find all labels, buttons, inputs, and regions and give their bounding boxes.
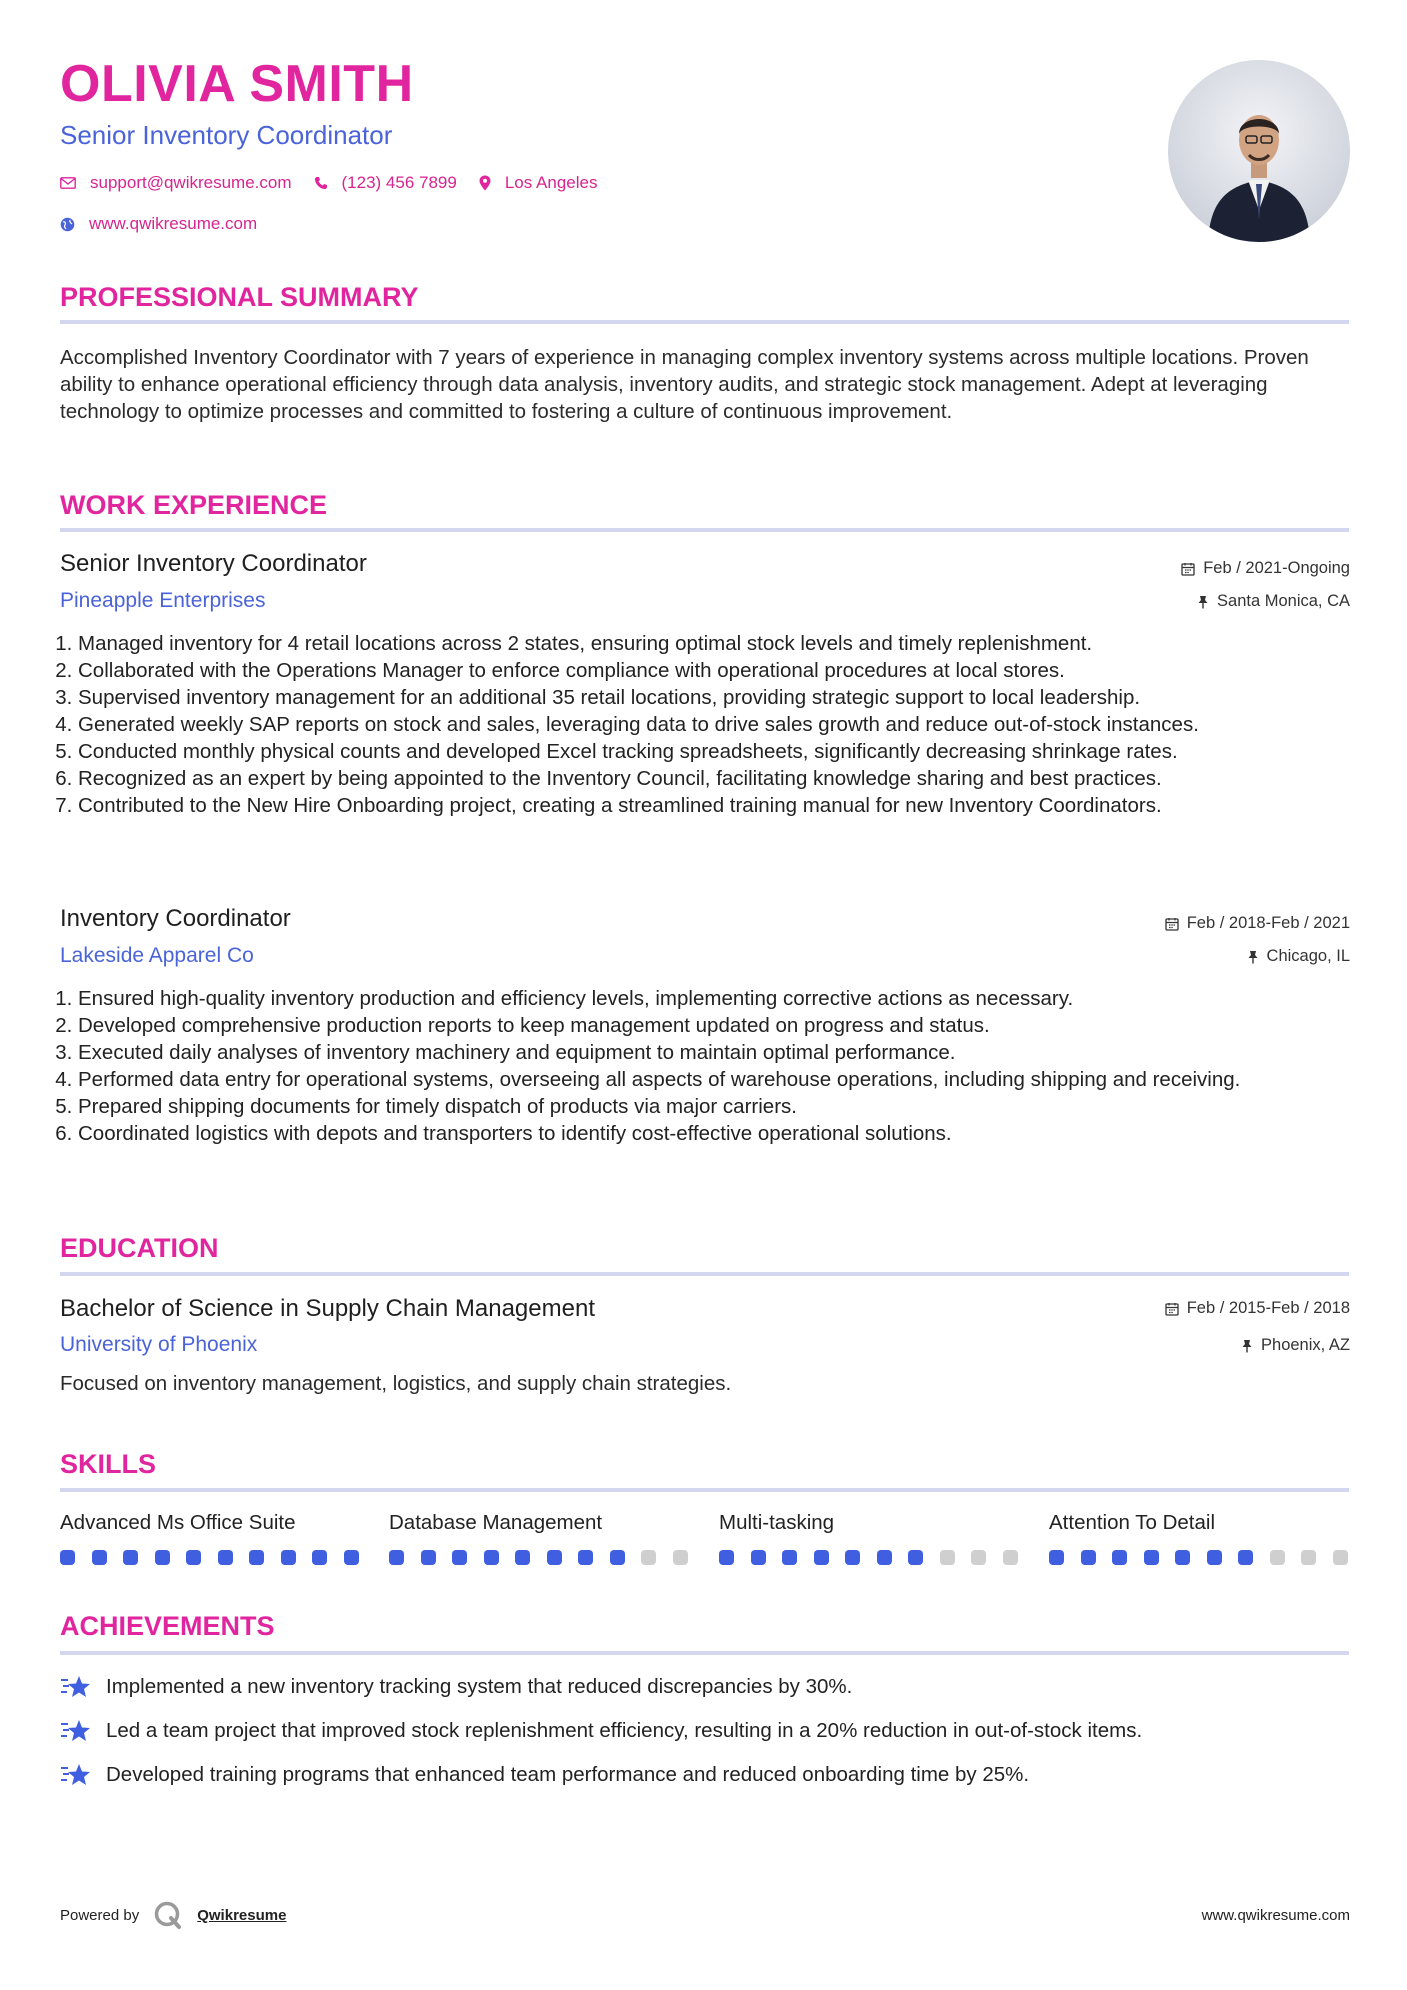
- skill-dot-filled: [610, 1550, 625, 1565]
- calendar-icon: [1181, 562, 1195, 576]
- achievements-heading: ACHIEVEMENTS: [60, 1611, 275, 1641]
- skill-dot-empty: [971, 1550, 986, 1565]
- email-contact[interactable]: [60, 173, 292, 193]
- job-bullet: 3. Supervised inventory management for an additional 35 retail locations, providing strategic support to local leadership.: [78, 684, 1368, 711]
- job-bullet: 4. Generated weekly SAP reports on stock and sales, leveraging data to drive sales growth and reduce out-of-stock instances.: [78, 711, 1368, 738]
- footer-powered-by: [60, 1900, 286, 1930]
- location-contact: [479, 173, 598, 193]
- globe-icon: [60, 217, 75, 232]
- job-dates: [1165, 914, 1350, 933]
- skill-dot-empty: [641, 1550, 656, 1565]
- achievement-item: [60, 1674, 852, 1700]
- experience-heading: WORK EXPERIENCE: [60, 490, 328, 520]
- phone-text: (123) 456 7899: [341, 173, 457, 192]
- skill-dot-filled: [908, 1550, 923, 1565]
- education-location: [1241, 1336, 1350, 1355]
- skill-level-dots: [1049, 1550, 1348, 1565]
- skill-dot-filled: [1207, 1550, 1222, 1565]
- job-bullet: 2. Collaborated with the Operations Manager to enforce compliance with operational procedures at local stores.: [78, 657, 1368, 684]
- job-dates-text: Feb / 2018-Feb / 2021: [1186, 914, 1350, 932]
- candidate-name: OLIVIA SMITH: [60, 55, 414, 113]
- skill-dot-filled: [249, 1550, 264, 1565]
- job-dates: [1181, 559, 1350, 578]
- job-bullet: 5. Prepared shipping documents for timely dispatch of products via major carriers.: [78, 1093, 1368, 1120]
- skill-dot-filled: [845, 1550, 860, 1565]
- skill-dot-filled: [515, 1550, 530, 1565]
- candidate-title: Senior Inventory Coordinator: [60, 120, 393, 150]
- achievement-item: [60, 1718, 1142, 1744]
- skill-dot-filled: [1081, 1550, 1096, 1565]
- job-bullet: 1. Managed inventory for 4 retail locations across 2 states, ensuring optimal stock levels and timely replenishment.: [78, 630, 1368, 657]
- star-icon: [60, 1762, 92, 1788]
- skill-dot-filled: [1112, 1550, 1127, 1565]
- contact-row-1: [60, 173, 619, 193]
- pushpin-icon: [1197, 595, 1209, 609]
- pushpin-icon: [1247, 950, 1259, 964]
- job-bullets: [60, 630, 1368, 819]
- skill-dot-filled: [1238, 1550, 1253, 1565]
- star-icon: [60, 1674, 92, 1700]
- job-bullet: 6. Coordinated logistics with depots and transporters to identify cost-effective operational solutions.: [78, 1120, 1368, 1147]
- footer-url[interactable]: www.qwikresume.com: [1201, 1907, 1350, 1924]
- skill-dot-empty: [1003, 1550, 1018, 1565]
- brand-link[interactable]: Qwikresume: [197, 1906, 287, 1924]
- education-location-text: Phoenix, AZ: [1261, 1336, 1350, 1354]
- skill-name: Attention To Detail: [1049, 1511, 1216, 1534]
- envelope-icon: [60, 177, 76, 189]
- job-bullet: 4. Performed data entry for operational systems, overseeing all aspects of warehouse operations, including shipping and receiving.: [78, 1066, 1368, 1093]
- skills-divider: [60, 1488, 1349, 1492]
- skill-dot-filled: [751, 1550, 766, 1565]
- map-pin-icon: [479, 175, 491, 191]
- job-location-text: Chicago, IL: [1266, 947, 1350, 965]
- skill-name: Advanced Ms Office Suite: [60, 1511, 296, 1534]
- star-icon: [60, 1718, 92, 1744]
- job-location: [1197, 592, 1350, 611]
- job-dates-text: Feb / 2021-Ongoing: [1203, 559, 1350, 577]
- skill-dot-filled: [547, 1550, 562, 1565]
- job-location-text: Santa Monica, CA: [1217, 592, 1350, 610]
- job-bullet: 6. Recognized as an expert by being appointed to the Inventory Council, facilitating knowledge sharing and best practices.: [78, 765, 1368, 792]
- skill-dot-filled: [281, 1550, 296, 1565]
- skill-dot-filled: [782, 1550, 797, 1565]
- skill-dot-empty: [1270, 1550, 1285, 1565]
- achievement-text: Implemented a new inventory tracking system that reduced discrepancies by 30%.: [106, 1675, 853, 1698]
- degree-title: Bachelor of Science in Supply Chain Management: [60, 1295, 595, 1322]
- profile-photo: [1168, 60, 1350, 242]
- skill-dot-filled: [186, 1550, 201, 1565]
- education-dates: [1165, 1299, 1350, 1318]
- location-text: Los Angeles: [504, 173, 598, 192]
- qwikresume-logo-icon: [153, 1900, 183, 1930]
- job-bullets: [60, 985, 1368, 1147]
- skill-dot-filled: [578, 1550, 593, 1565]
- company-name: Pineapple Enterprises: [60, 589, 266, 612]
- education-divider: [60, 1272, 1349, 1276]
- profile-portrait-image: [1168, 60, 1350, 242]
- job-location: [1247, 947, 1350, 966]
- job-bullet: 2. Developed comprehensive production reports to keep management updated on progress and status.: [78, 1012, 1368, 1039]
- skill-name: Database Management: [389, 1511, 603, 1534]
- skill-dot-filled: [1049, 1550, 1064, 1565]
- company-name: Lakeside Apparel Co: [60, 944, 254, 967]
- achievements-divider: [60, 1651, 1349, 1655]
- calendar-icon: [1165, 917, 1179, 931]
- website-text: www.qwikresume.com: [89, 214, 258, 233]
- job-bullet: 7. Contributed to the New Hire Onboarding project, creating a streamlined training manual for new Inventory Coordinators.: [78, 792, 1368, 819]
- skill-name: Multi-tasking: [719, 1511, 835, 1534]
- calendar-icon: [1165, 1302, 1179, 1316]
- job-bullet: 3. Executed daily analyses of inventory machinery and equipment to maintain optimal performance.: [78, 1039, 1368, 1066]
- job-title: Inventory Coordinator: [60, 905, 291, 932]
- education-dates-text: Feb / 2015-Feb / 2018: [1186, 1299, 1350, 1317]
- skill-level-dots: [60, 1550, 359, 1565]
- phone-contact[interactable]: [314, 173, 457, 193]
- skill-dot-empty: [940, 1550, 955, 1565]
- skill-dot-filled: [814, 1550, 829, 1565]
- achievement-item: [60, 1762, 1029, 1788]
- skill-dot-filled: [484, 1550, 499, 1565]
- powered-by-text: Powered by: [60, 1906, 140, 1924]
- skill-dot-filled: [719, 1550, 734, 1565]
- contact-row-2: [60, 214, 279, 234]
- skill-dot-filled: [389, 1550, 404, 1565]
- education-description: Focused on inventory management, logistics, and supply chain strategies.: [60, 1372, 732, 1395]
- skill-dot-filled: [1144, 1550, 1159, 1565]
- summary-text: Accomplished Inventory Coordinator with 7 years of experience in managing complex inventory systems across multiple locations. Proven ability to enhance operational efficiency through data analysis, inventory audits, and strategic stock management. Adept at leveraging technology to optimize processes and committed to fostering a culture of continuous improvement.: [60, 346, 1309, 423]
- skill-level-dots: [389, 1550, 688, 1565]
- skill-dot-filled: [421, 1550, 436, 1565]
- skill-dot-empty: [1301, 1550, 1316, 1565]
- skills-heading: SKILLS: [60, 1449, 157, 1479]
- skill-dot-empty: [673, 1550, 688, 1565]
- job-bullet: 1. Ensured high-quality inventory production and efficiency levels, implementing corrective actions as necessary.: [78, 985, 1368, 1012]
- education-heading: EDUCATION: [60, 1233, 219, 1263]
- summary-heading: PROFESSIONAL SUMMARY: [60, 282, 419, 312]
- email-text: support@qwikresume.com: [90, 173, 292, 192]
- school-name: University of Phoenix: [60, 1333, 258, 1356]
- summary-divider: [60, 320, 1349, 324]
- phone-icon: [314, 176, 328, 190]
- skill-level-dots: [719, 1550, 1018, 1565]
- achievement-text: Led a team project that improved stock replenishment efficiency, resulting in a 20% reduction in out-of-stock items.: [106, 1719, 1143, 1742]
- skill-dot-filled: [60, 1550, 75, 1565]
- achievement-text: Developed training programs that enhanced team performance and reduced onboarding time by 25%.: [106, 1763, 1030, 1786]
- skill-dot-filled: [92, 1550, 107, 1565]
- skill-dot-filled: [312, 1550, 327, 1565]
- experience-divider: [60, 528, 1349, 532]
- skill-dot-filled: [123, 1550, 138, 1565]
- skill-dot-filled: [877, 1550, 892, 1565]
- website-contact[interactable]: [60, 214, 257, 234]
- job-bullet: 5. Conducted monthly physical counts and developed Excel tracking spreadsheets, significantly decreasing shrinkage rates.: [78, 738, 1368, 765]
- skill-dot-filled: [344, 1550, 359, 1565]
- job-title: Senior Inventory Coordinator: [60, 550, 367, 577]
- skill-dot-filled: [155, 1550, 170, 1565]
- skill-dot-filled: [452, 1550, 467, 1565]
- skill-dot-filled: [1175, 1550, 1190, 1565]
- skill-dot-empty: [1333, 1550, 1348, 1565]
- skill-dot-filled: [218, 1550, 233, 1565]
- pushpin-icon: [1241, 1339, 1253, 1353]
